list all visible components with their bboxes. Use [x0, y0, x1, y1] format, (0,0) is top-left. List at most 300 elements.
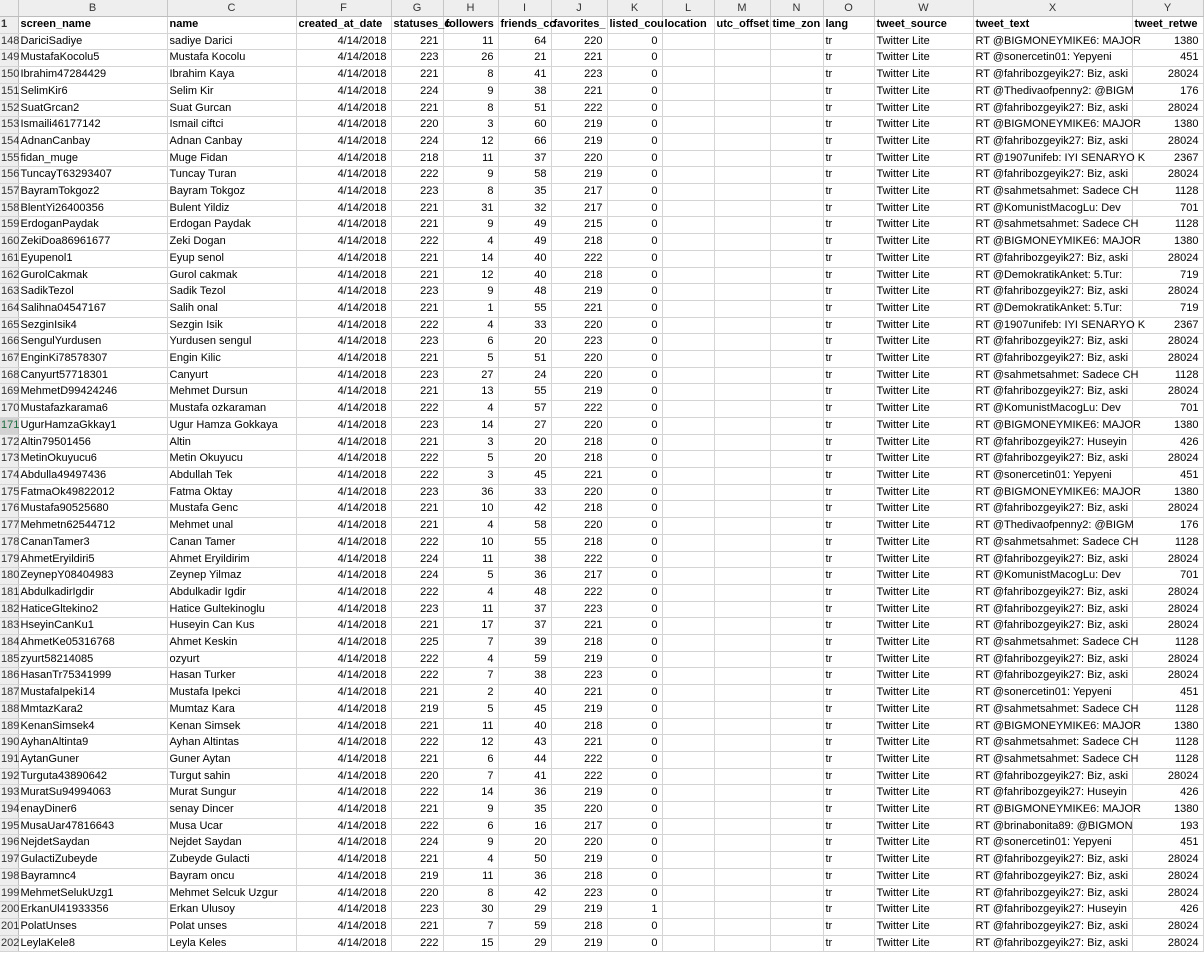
- table-cell[interactable]: 11: [443, 150, 498, 167]
- table-cell[interactable]: 222: [391, 735, 443, 752]
- table-cell[interactable]: MmtazKara2: [18, 701, 167, 718]
- row-number[interactable]: 169: [0, 384, 18, 401]
- table-cell[interactable]: tr: [823, 467, 874, 484]
- table-cell[interactable]: 15: [443, 935, 498, 952]
- table-cell[interactable]: 28024: [1132, 167, 1203, 184]
- header-cell[interactable]: screen_name: [18, 17, 167, 34]
- row-number[interactable]: 160: [0, 234, 18, 251]
- table-cell[interactable]: [714, 300, 770, 317]
- table-cell[interactable]: 28024: [1132, 551, 1203, 568]
- table-cell[interactable]: 0: [607, 317, 662, 334]
- table-cell[interactable]: Zeynep Yilmaz: [167, 568, 296, 585]
- table-cell[interactable]: Twitter Lite: [874, 852, 973, 869]
- table-cell[interactable]: RT @fahribozgeyik27: Biz, aski: [973, 651, 1132, 668]
- row-number[interactable]: 201: [0, 918, 18, 935]
- table-cell[interactable]: 176: [1132, 83, 1203, 100]
- table-cell[interactable]: [662, 935, 714, 952]
- table-cell[interactable]: 4/14/2018: [296, 484, 391, 501]
- table-cell[interactable]: RT @BIGMONEYMIKE6: MAJOR: [973, 234, 1132, 251]
- table-cell[interactable]: tr: [823, 868, 874, 885]
- table-cell[interactable]: 4/14/2018: [296, 200, 391, 217]
- table-cell[interactable]: Twitter Lite: [874, 501, 973, 518]
- table-cell[interactable]: 4/14/2018: [296, 67, 391, 84]
- table-cell[interactable]: 40: [498, 267, 551, 284]
- table-cell[interactable]: 28024: [1132, 651, 1203, 668]
- table-cell[interactable]: tr: [823, 200, 874, 217]
- table-cell[interactable]: 193: [1132, 818, 1203, 835]
- row-number[interactable]: 170: [0, 401, 18, 418]
- table-cell[interactable]: 4: [443, 317, 498, 334]
- table-cell[interactable]: [662, 351, 714, 368]
- table-cell[interactable]: 4/14/2018: [296, 33, 391, 50]
- table-cell[interactable]: 28024: [1132, 384, 1203, 401]
- table-cell[interactable]: Kenan Simsek: [167, 718, 296, 735]
- table-cell[interactable]: 223: [551, 67, 607, 84]
- table-cell[interactable]: 4/14/2018: [296, 501, 391, 518]
- table-cell[interactable]: tr: [823, 367, 874, 384]
- table-cell[interactable]: Fatma Oktay: [167, 484, 296, 501]
- table-cell[interactable]: 0: [607, 785, 662, 802]
- table-cell[interactable]: RT @sonercetin01: Yepyeni: [973, 467, 1132, 484]
- table-cell[interactable]: [662, 150, 714, 167]
- table-cell[interactable]: Hasan Turker: [167, 668, 296, 685]
- table-cell[interactable]: tr: [823, 250, 874, 267]
- table-cell[interactable]: 0: [607, 133, 662, 150]
- table-cell[interactable]: Twitter Lite: [874, 902, 973, 919]
- table-cell[interactable]: Twitter Lite: [874, 718, 973, 735]
- row-number[interactable]: 152: [0, 100, 18, 117]
- table-cell[interactable]: 218: [551, 234, 607, 251]
- row-number[interactable]: 154: [0, 133, 18, 150]
- table-cell[interactable]: 0: [607, 67, 662, 84]
- row-number[interactable]: 166: [0, 334, 18, 351]
- table-cell[interactable]: 0: [607, 100, 662, 117]
- table-cell[interactable]: RT @KomunistMacogLu: Dev: [973, 401, 1132, 418]
- table-cell[interactable]: Twitter Lite: [874, 534, 973, 551]
- table-cell[interactable]: 224: [391, 551, 443, 568]
- row-number[interactable]: 202: [0, 935, 18, 952]
- table-cell[interactable]: Twitter Lite: [874, 735, 973, 752]
- table-cell[interactable]: 219: [391, 868, 443, 885]
- table-cell[interactable]: Huseyin Can Kus: [167, 618, 296, 635]
- table-cell[interactable]: 218: [551, 868, 607, 885]
- table-cell[interactable]: 217: [551, 200, 607, 217]
- table-cell[interactable]: tr: [823, 534, 874, 551]
- table-cell[interactable]: Twitter Lite: [874, 100, 973, 117]
- table-cell[interactable]: 221: [551, 618, 607, 635]
- table-cell[interactable]: [662, 868, 714, 885]
- table-cell[interactable]: 220: [551, 802, 607, 819]
- table-cell[interactable]: 49: [498, 217, 551, 234]
- table-cell[interactable]: 451: [1132, 467, 1203, 484]
- table-cell[interactable]: tr: [823, 167, 874, 184]
- table-cell[interactable]: [662, 618, 714, 635]
- table-cell[interactable]: Yurdusen sengul: [167, 334, 296, 351]
- table-cell[interactable]: 4/14/2018: [296, 334, 391, 351]
- table-cell[interactable]: 60: [498, 117, 551, 134]
- table-cell[interactable]: 1128: [1132, 735, 1203, 752]
- table-cell[interactable]: 55: [498, 300, 551, 317]
- table-cell[interactable]: [714, 284, 770, 301]
- table-cell[interactable]: 28024: [1132, 334, 1203, 351]
- table-cell[interactable]: [770, 935, 823, 952]
- table-cell[interactable]: [662, 701, 714, 718]
- table-cell[interactable]: 223: [391, 367, 443, 384]
- table-cell[interactable]: 223: [391, 334, 443, 351]
- table-cell[interactable]: AdnanCanbay: [18, 133, 167, 150]
- table-cell[interactable]: tr: [823, 217, 874, 234]
- table-cell[interactable]: HseyinCanKu1: [18, 618, 167, 635]
- table-cell[interactable]: tr: [823, 401, 874, 418]
- table-cell[interactable]: 221: [391, 300, 443, 317]
- table-cell[interactable]: [714, 551, 770, 568]
- table-cell[interactable]: 7: [443, 668, 498, 685]
- table-cell[interactable]: 220: [551, 33, 607, 50]
- row-number[interactable]: 176: [0, 501, 18, 518]
- table-cell[interactable]: tr: [823, 284, 874, 301]
- table-cell[interactable]: [770, 818, 823, 835]
- table-cell[interactable]: RT @sahmetsahmet: Sadece CH: [973, 751, 1132, 768]
- table-cell[interactable]: 223: [391, 601, 443, 618]
- table-cell[interactable]: [662, 751, 714, 768]
- table-cell[interactable]: 220: [551, 367, 607, 384]
- table-cell[interactable]: [662, 518, 714, 535]
- table-cell[interactable]: 14: [443, 417, 498, 434]
- table-cell[interactable]: 218: [551, 451, 607, 468]
- table-cell[interactable]: Twitter Lite: [874, 701, 973, 718]
- table-cell[interactable]: 222: [391, 401, 443, 418]
- table-cell[interactable]: 21: [498, 50, 551, 67]
- table-cell[interactable]: [770, 33, 823, 50]
- table-cell[interactable]: 4/14/2018: [296, 267, 391, 284]
- row-number[interactable]: 189: [0, 718, 18, 735]
- table-cell[interactable]: 4: [443, 852, 498, 869]
- table-cell[interactable]: 1380: [1132, 802, 1203, 819]
- table-cell[interactable]: RT @fahribozgeyik27: Biz, aski: [973, 133, 1132, 150]
- table-cell[interactable]: 222: [551, 584, 607, 601]
- table-cell[interactable]: 217: [551, 818, 607, 835]
- table-cell[interactable]: 219: [551, 133, 607, 150]
- table-cell[interactable]: 4/14/2018: [296, 701, 391, 718]
- table-cell[interactable]: tr: [823, 651, 874, 668]
- header-cell[interactable]: name: [167, 17, 296, 34]
- table-cell[interactable]: 28024: [1132, 584, 1203, 601]
- table-cell[interactable]: tr: [823, 802, 874, 819]
- table-cell[interactable]: 222: [551, 751, 607, 768]
- table-cell[interactable]: RT @sahmetsahmet: Sadece CH: [973, 184, 1132, 201]
- table-cell[interactable]: Eyupenol1: [18, 250, 167, 267]
- table-cell[interactable]: tr: [823, 267, 874, 284]
- table-cell[interactable]: Canan Tamer: [167, 534, 296, 551]
- table-cell[interactable]: 220: [391, 768, 443, 785]
- table-cell[interactable]: Twitter Lite: [874, 935, 973, 952]
- table-cell[interactable]: 222: [551, 100, 607, 117]
- table-cell[interactable]: Twitter Lite: [874, 434, 973, 451]
- table-cell[interactable]: 4: [443, 234, 498, 251]
- table-cell[interactable]: [770, 334, 823, 351]
- table-cell[interactable]: RT @sahmetsahmet: Sadece CH: [973, 217, 1132, 234]
- table-cell[interactable]: [662, 484, 714, 501]
- table-cell[interactable]: CananTamer3: [18, 534, 167, 551]
- table-cell[interactable]: 221: [391, 685, 443, 702]
- table-cell[interactable]: [662, 334, 714, 351]
- table-cell[interactable]: [714, 317, 770, 334]
- table-cell[interactable]: Twitter Lite: [874, 401, 973, 418]
- table-cell[interactable]: 14: [443, 785, 498, 802]
- table-cell[interactable]: Mustafa ozkaraman: [167, 401, 296, 418]
- table-cell[interactable]: Bayramnc4: [18, 868, 167, 885]
- table-cell[interactable]: 4/14/2018: [296, 751, 391, 768]
- table-cell[interactable]: Salih onal: [167, 300, 296, 317]
- table-cell[interactable]: 1380: [1132, 484, 1203, 501]
- table-cell[interactable]: 0: [607, 635, 662, 652]
- table-cell[interactable]: [770, 200, 823, 217]
- table-cell[interactable]: 0: [607, 300, 662, 317]
- table-cell[interactable]: [770, 484, 823, 501]
- table-cell[interactable]: Abdullah Tek: [167, 467, 296, 484]
- table-cell[interactable]: [662, 735, 714, 752]
- table-cell[interactable]: 218: [551, 718, 607, 735]
- table-cell[interactable]: 0: [607, 451, 662, 468]
- table-cell[interactable]: 27: [443, 367, 498, 384]
- table-cell[interactable]: 4/14/2018: [296, 467, 391, 484]
- table-cell[interactable]: fidan_muge: [18, 150, 167, 167]
- row-number[interactable]: 150: [0, 67, 18, 84]
- table-cell[interactable]: 220: [551, 351, 607, 368]
- table-cell[interactable]: Canyurt: [167, 367, 296, 384]
- table-cell[interactable]: enayDiner6: [18, 802, 167, 819]
- table-cell[interactable]: 11: [443, 33, 498, 50]
- table-cell[interactable]: RT @KomunistMacogLu: Dev: [973, 200, 1132, 217]
- table-cell[interactable]: 0: [607, 150, 662, 167]
- table-cell[interactable]: [770, 83, 823, 100]
- table-cell[interactable]: 426: [1132, 434, 1203, 451]
- table-cell[interactable]: Sadik Tezol: [167, 284, 296, 301]
- table-cell[interactable]: [714, 384, 770, 401]
- table-cell[interactable]: [662, 651, 714, 668]
- table-cell[interactable]: [714, 635, 770, 652]
- table-cell[interactable]: 0: [607, 651, 662, 668]
- row-number[interactable]: 177: [0, 518, 18, 535]
- table-cell[interactable]: RT @fahribozgeyik27: Biz, aski: [973, 451, 1132, 468]
- table-cell[interactable]: [770, 250, 823, 267]
- table-cell[interactable]: [662, 685, 714, 702]
- row-number[interactable]: 200: [0, 902, 18, 919]
- table-cell[interactable]: 7: [443, 635, 498, 652]
- table-cell[interactable]: Twitter Lite: [874, 518, 973, 535]
- table-cell[interactable]: 4/14/2018: [296, 852, 391, 869]
- table-cell[interactable]: [662, 67, 714, 84]
- table-cell[interactable]: RT @fahribozgeyik27: Biz, aski: [973, 284, 1132, 301]
- table-cell[interactable]: [714, 501, 770, 518]
- table-cell[interactable]: 12: [443, 133, 498, 150]
- table-cell[interactable]: 4/14/2018: [296, 50, 391, 67]
- table-cell[interactable]: 0: [607, 534, 662, 551]
- table-cell[interactable]: tr: [823, 518, 874, 535]
- table-cell[interactable]: [770, 685, 823, 702]
- table-cell[interactable]: tr: [823, 317, 874, 334]
- table-cell[interactable]: 719: [1132, 300, 1203, 317]
- table-cell[interactable]: 223: [551, 601, 607, 618]
- table-cell[interactable]: 1: [443, 300, 498, 317]
- table-cell[interactable]: 0: [607, 852, 662, 869]
- table-cell[interactable]: 701: [1132, 200, 1203, 217]
- table-cell[interactable]: 8: [443, 885, 498, 902]
- table-cell[interactable]: 37: [498, 618, 551, 635]
- table-cell[interactable]: 6: [443, 818, 498, 835]
- table-cell[interactable]: 222: [391, 451, 443, 468]
- table-cell[interactable]: Nejdet Saydan: [167, 835, 296, 852]
- table-cell[interactable]: [662, 234, 714, 251]
- table-cell[interactable]: [770, 234, 823, 251]
- column-header[interactable]: X: [973, 0, 1132, 17]
- table-cell[interactable]: 221: [551, 467, 607, 484]
- table-cell[interactable]: [714, 935, 770, 952]
- table-cell[interactable]: [714, 200, 770, 217]
- table-cell[interactable]: [770, 317, 823, 334]
- table-cell[interactable]: 43: [498, 735, 551, 752]
- table-cell[interactable]: [662, 451, 714, 468]
- table-cell[interactable]: tr: [823, 300, 874, 317]
- table-cell[interactable]: tr: [823, 751, 874, 768]
- table-cell[interactable]: 221: [391, 802, 443, 819]
- table-cell[interactable]: 6: [443, 334, 498, 351]
- table-cell[interactable]: tr: [823, 918, 874, 935]
- table-cell[interactable]: Twitter Lite: [874, 768, 973, 785]
- table-cell[interactable]: 0: [607, 217, 662, 234]
- table-cell[interactable]: Turgut sahin: [167, 768, 296, 785]
- table-cell[interactable]: 1128: [1132, 701, 1203, 718]
- table-cell[interactable]: 8: [443, 184, 498, 201]
- table-cell[interactable]: HaticeGltekino2: [18, 601, 167, 618]
- table-cell[interactable]: tr: [823, 685, 874, 702]
- table-cell[interactable]: 701: [1132, 568, 1203, 585]
- table-cell[interactable]: [662, 768, 714, 785]
- table-cell[interactable]: RT @BIGMONEYMIKE6: MAJOR: [973, 718, 1132, 735]
- table-cell[interactable]: Selim Kir: [167, 83, 296, 100]
- table-cell[interactable]: Ahmet Eryildirim: [167, 551, 296, 568]
- header-cell[interactable]: followers: [443, 17, 498, 34]
- table-cell[interactable]: 719: [1132, 267, 1203, 284]
- row-number[interactable]: 188: [0, 701, 18, 718]
- table-cell[interactable]: 4/14/2018: [296, 434, 391, 451]
- header-cell[interactable]: tweet_source: [874, 17, 973, 34]
- header-cell[interactable]: statuses_c: [391, 17, 443, 34]
- table-cell[interactable]: 1128: [1132, 635, 1203, 652]
- table-cell[interactable]: RT @sahmetsahmet: Sadece CH: [973, 635, 1132, 652]
- table-cell[interactable]: 35: [498, 184, 551, 201]
- table-cell[interactable]: 4/14/2018: [296, 902, 391, 919]
- table-cell[interactable]: MustafaKocolu5: [18, 50, 167, 67]
- table-cell[interactable]: 219: [551, 167, 607, 184]
- table-cell[interactable]: [662, 317, 714, 334]
- table-cell[interactable]: 7: [443, 918, 498, 935]
- table-cell[interactable]: [770, 568, 823, 585]
- table-cell[interactable]: [662, 818, 714, 835]
- table-cell[interactable]: 1380: [1132, 234, 1203, 251]
- table-cell[interactable]: [662, 417, 714, 434]
- table-cell[interactable]: Twitter Lite: [874, 351, 973, 368]
- column-header[interactable]: G: [391, 0, 443, 17]
- table-cell[interactable]: Eyup senol: [167, 250, 296, 267]
- table-cell[interactable]: 1128: [1132, 367, 1203, 384]
- row-number[interactable]: 158: [0, 200, 18, 217]
- table-cell[interactable]: [770, 67, 823, 84]
- table-cell[interactable]: RT @fahribozgeyik27: Biz, aski: [973, 768, 1132, 785]
- table-cell[interactable]: 4/14/2018: [296, 768, 391, 785]
- table-cell[interactable]: [770, 852, 823, 869]
- table-cell[interactable]: 59: [498, 918, 551, 935]
- table-cell[interactable]: 5: [443, 701, 498, 718]
- table-cell[interactable]: 0: [607, 234, 662, 251]
- table-cell[interactable]: [714, 167, 770, 184]
- table-cell[interactable]: 221: [391, 852, 443, 869]
- table-cell[interactable]: [662, 467, 714, 484]
- table-cell[interactable]: [662, 635, 714, 652]
- table-cell[interactable]: Ibrahim47284429: [18, 67, 167, 84]
- table-cell[interactable]: 219: [551, 384, 607, 401]
- table-cell[interactable]: [662, 835, 714, 852]
- header-cell[interactable]: time_zon: [770, 17, 823, 34]
- table-cell[interactable]: 28024: [1132, 133, 1203, 150]
- table-cell[interactable]: ErdoganPaydak: [18, 217, 167, 234]
- table-cell[interactable]: 9: [443, 217, 498, 234]
- table-cell[interactable]: [714, 651, 770, 668]
- table-cell[interactable]: RT @fahribozgeyik27: Biz, aski: [973, 384, 1132, 401]
- table-cell[interactable]: Altin: [167, 434, 296, 451]
- table-cell[interactable]: [770, 885, 823, 902]
- table-cell[interactable]: 14: [443, 250, 498, 267]
- table-cell[interactable]: Twitter Lite: [874, 868, 973, 885]
- table-cell[interactable]: AhmetEryildiri5: [18, 551, 167, 568]
- table-cell[interactable]: 220: [551, 484, 607, 501]
- table-cell[interactable]: tr: [823, 852, 874, 869]
- table-cell[interactable]: 218: [391, 150, 443, 167]
- table-cell[interactable]: [662, 367, 714, 384]
- table-cell[interactable]: 42: [498, 885, 551, 902]
- table-cell[interactable]: Engin Kilic: [167, 351, 296, 368]
- table-cell[interactable]: 0: [607, 467, 662, 484]
- table-cell[interactable]: [770, 751, 823, 768]
- table-cell[interactable]: 3: [443, 117, 498, 134]
- table-cell[interactable]: RT @BIGMONEYMIKE6: MAJOR: [973, 33, 1132, 50]
- row-number[interactable]: 185: [0, 651, 18, 668]
- table-cell[interactable]: [662, 785, 714, 802]
- table-cell[interactable]: Twitter Lite: [874, 568, 973, 585]
- table-cell[interactable]: RT @sahmetsahmet: Sadece CH: [973, 701, 1132, 718]
- table-cell[interactable]: 217: [551, 184, 607, 201]
- table-cell[interactable]: RT @fahribozgeyik27: Biz, aski: [973, 885, 1132, 902]
- table-cell[interactable]: 1: [607, 902, 662, 919]
- table-cell[interactable]: 0: [607, 434, 662, 451]
- table-cell[interactable]: 28024: [1132, 918, 1203, 935]
- table-cell[interactable]: 41: [498, 768, 551, 785]
- row-number[interactable]: 183: [0, 618, 18, 635]
- table-cell[interactable]: 11: [443, 868, 498, 885]
- table-cell[interactable]: 4/14/2018: [296, 668, 391, 685]
- table-cell[interactable]: 28024: [1132, 852, 1203, 869]
- table-cell[interactable]: 50: [498, 852, 551, 869]
- table-cell[interactable]: 4/14/2018: [296, 518, 391, 535]
- table-cell[interactable]: [662, 50, 714, 67]
- table-cell[interactable]: [714, 701, 770, 718]
- table-cell[interactable]: 2: [443, 685, 498, 702]
- table-cell[interactable]: [714, 718, 770, 735]
- table-cell[interactable]: 4/14/2018: [296, 635, 391, 652]
- table-cell[interactable]: 39: [498, 635, 551, 652]
- table-cell[interactable]: Mehmetn62544712: [18, 518, 167, 535]
- table-cell[interactable]: 28024: [1132, 100, 1203, 117]
